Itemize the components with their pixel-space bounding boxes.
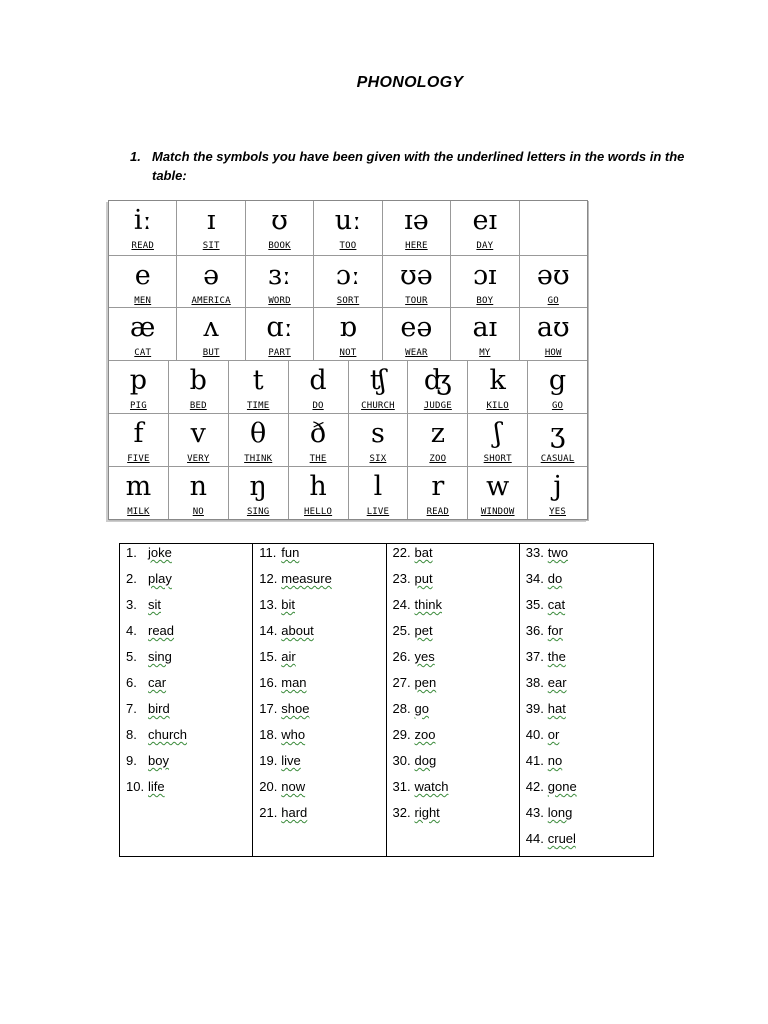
item-word: no bbox=[547, 753, 563, 768]
list-item bbox=[120, 622, 252, 648]
ipa-symbol: n bbox=[189, 471, 207, 502]
ipa-symbol: aʊ bbox=[536, 312, 570, 343]
ipa-example-word: YES bbox=[549, 507, 566, 517]
item-word: yes bbox=[414, 649, 435, 664]
ipa-cell bbox=[468, 414, 528, 466]
item-number: 11. bbox=[259, 545, 277, 560]
page-title: PHONOLOGY bbox=[356, 74, 464, 91]
ipa-cell bbox=[229, 414, 289, 466]
ipa-symbol: æ bbox=[130, 312, 156, 343]
ipa-cell bbox=[169, 361, 229, 413]
ipa-cell bbox=[408, 361, 468, 413]
item-word: hard bbox=[281, 805, 308, 820]
list-item bbox=[387, 596, 519, 622]
ipa-example-word: TIME bbox=[246, 401, 270, 411]
item-number: 26. bbox=[392, 649, 411, 664]
instruction-number: 1. bbox=[130, 149, 141, 164]
list-item bbox=[520, 752, 653, 778]
item-number: 24. bbox=[392, 597, 411, 612]
ipa-symbol: uː bbox=[334, 205, 362, 236]
ipa-example-word: THE bbox=[309, 454, 327, 464]
item-word: sing bbox=[148, 649, 172, 664]
ipa-cell bbox=[349, 467, 409, 519]
item-number: 21. bbox=[259, 805, 278, 820]
list-item bbox=[120, 752, 252, 778]
ipa-example-word: MEN bbox=[134, 296, 152, 306]
item-word: measure bbox=[281, 571, 332, 586]
ipa-symbol: d bbox=[309, 365, 327, 396]
ipa-cell bbox=[109, 256, 177, 307]
ipa-cell bbox=[408, 414, 468, 466]
ipa-symbol: t bbox=[252, 365, 264, 396]
ipa-example-word: SIT bbox=[202, 241, 220, 251]
ipa-cell bbox=[314, 308, 382, 360]
ipa-cell bbox=[451, 308, 519, 360]
ipa-row bbox=[109, 467, 587, 519]
item-number: 2. bbox=[126, 571, 137, 586]
ipa-symbol: ʊ bbox=[271, 205, 288, 236]
list-item bbox=[387, 544, 519, 570]
item-number: 19. bbox=[259, 753, 278, 768]
ipa-example-word: DO bbox=[312, 401, 324, 411]
ipa-chart bbox=[108, 200, 588, 520]
item-number: 39. bbox=[525, 701, 544, 716]
ipa-symbol: s bbox=[371, 418, 385, 449]
ipa-example-word: GO bbox=[551, 401, 564, 411]
ipa-cell bbox=[451, 201, 519, 255]
item-number: 30. bbox=[392, 753, 411, 768]
ipa-symbol: ə bbox=[203, 260, 220, 291]
ipa-cell bbox=[289, 414, 349, 466]
item-number: 36. bbox=[525, 623, 544, 638]
ipa-cell bbox=[408, 467, 468, 519]
ipa-symbol: p bbox=[129, 365, 148, 396]
ipa-cell bbox=[109, 308, 177, 360]
ipa-cell bbox=[177, 201, 245, 255]
item-number: 5. bbox=[126, 649, 137, 664]
item-number: 44. bbox=[525, 831, 544, 846]
ipa-symbol: g bbox=[548, 365, 567, 396]
ipa-symbol: iː bbox=[133, 205, 152, 236]
list-item bbox=[520, 804, 653, 830]
item-number: 22. bbox=[392, 545, 411, 560]
list-item bbox=[253, 804, 385, 830]
ipa-cell bbox=[169, 414, 229, 466]
ipa-example-word: GO bbox=[547, 296, 559, 306]
ipa-example-word: AMERICA bbox=[191, 296, 231, 306]
ipa-example-word: SORT bbox=[336, 296, 360, 306]
list-item bbox=[387, 674, 519, 700]
list-item bbox=[520, 596, 653, 622]
item-number: 42. bbox=[525, 779, 544, 794]
ipa-example-word: PART bbox=[268, 348, 291, 358]
ipa-symbol: r bbox=[431, 471, 445, 502]
item-word: live bbox=[281, 753, 301, 768]
list-item bbox=[120, 544, 252, 570]
list-item bbox=[520, 570, 653, 596]
ipa-symbol: ɪ bbox=[206, 205, 216, 236]
ipa-cell bbox=[314, 256, 382, 307]
item-word: air bbox=[281, 649, 296, 664]
ipa-symbol: j bbox=[553, 471, 562, 502]
item-word: pet bbox=[414, 623, 433, 638]
list-item bbox=[387, 570, 519, 596]
item-word: two bbox=[547, 545, 568, 560]
item-word: watch bbox=[414, 779, 449, 794]
list-item bbox=[520, 778, 653, 804]
item-word: hat bbox=[547, 701, 566, 716]
ipa-cell bbox=[246, 308, 314, 360]
ipa-example-word: PIG bbox=[130, 401, 147, 411]
ipa-symbol: ʧ bbox=[369, 365, 386, 396]
ipa-cell bbox=[246, 201, 314, 255]
ipa-cell bbox=[468, 361, 528, 413]
list-item bbox=[520, 700, 653, 726]
word-column bbox=[120, 544, 253, 856]
item-word: car bbox=[148, 675, 167, 690]
ipa-example-word: NO bbox=[192, 507, 204, 517]
list-item bbox=[520, 648, 653, 674]
ipa-symbol: l bbox=[373, 471, 383, 502]
item-number: 25. bbox=[392, 623, 411, 638]
item-word: life bbox=[148, 779, 165, 794]
item-word: cruel bbox=[547, 831, 576, 846]
item-word: read bbox=[148, 623, 175, 638]
ipa-example-word: HOW bbox=[544, 348, 562, 358]
item-number: 33. bbox=[525, 545, 544, 560]
item-number: 1. bbox=[126, 545, 137, 560]
ipa-symbol: ɔɪ bbox=[472, 260, 497, 291]
list-item bbox=[387, 700, 519, 726]
ipa-example-word: BUT bbox=[202, 348, 220, 358]
ipa-cell bbox=[520, 256, 587, 307]
ipa-example-word: BOY bbox=[476, 296, 494, 306]
list-item bbox=[253, 648, 385, 674]
ipa-example-word: SING bbox=[246, 507, 270, 517]
ipa-symbol: eɪ bbox=[472, 205, 498, 236]
ipa-cell bbox=[520, 308, 587, 360]
ipa-symbol: ɜː bbox=[268, 260, 291, 291]
list-item bbox=[253, 700, 385, 726]
item-number: 34. bbox=[525, 571, 544, 586]
item-word: bit bbox=[281, 597, 295, 612]
list-item bbox=[520, 830, 653, 856]
item-word: dog bbox=[414, 753, 437, 768]
item-number: 3. bbox=[126, 597, 137, 612]
item-number: 18. bbox=[259, 727, 278, 742]
list-item bbox=[253, 544, 385, 570]
item-number: 13. bbox=[259, 597, 278, 612]
list-item bbox=[120, 596, 252, 622]
ipa-example-word: JUDGE bbox=[423, 401, 452, 411]
item-number: 38. bbox=[525, 675, 544, 690]
item-word: play bbox=[148, 571, 172, 586]
list-item bbox=[120, 674, 252, 700]
list-item bbox=[120, 778, 252, 804]
item-word: zoo bbox=[414, 727, 436, 742]
ipa-cell bbox=[177, 256, 245, 307]
item-word: right bbox=[414, 805, 440, 820]
instruction-text: Match the symbols you have been given with the underlined letters in the words in the table: bbox=[152, 149, 685, 183]
item-number: 40. bbox=[525, 727, 544, 742]
ipa-cell bbox=[246, 256, 314, 307]
ipa-example-word: BED bbox=[189, 401, 207, 411]
list-item bbox=[253, 622, 385, 648]
list-item bbox=[387, 622, 519, 648]
ipa-symbol: aɪ bbox=[472, 312, 498, 343]
ipa-cell bbox=[468, 467, 528, 519]
item-number: 15. bbox=[259, 649, 278, 664]
ipa-example-word: WEAR bbox=[405, 348, 428, 358]
item-number: 7. bbox=[126, 701, 137, 716]
ipa-cell bbox=[177, 308, 245, 360]
ipa-row bbox=[109, 308, 587, 361]
ipa-symbol: k bbox=[489, 365, 506, 396]
ipa-example-word: NOT bbox=[339, 348, 357, 358]
ipa-symbol: əʊ bbox=[536, 260, 570, 291]
ipa-cell bbox=[349, 414, 409, 466]
list-item bbox=[520, 726, 653, 752]
ipa-cell bbox=[528, 414, 587, 466]
item-word: think bbox=[414, 597, 442, 612]
ipa-example-word: VERY bbox=[187, 454, 210, 464]
ipa-cell bbox=[109, 201, 177, 255]
item-number: 14. bbox=[259, 623, 278, 638]
ipa-example-word: DAY bbox=[476, 241, 494, 251]
item-word: for bbox=[547, 623, 563, 638]
item-number: 35. bbox=[525, 597, 544, 612]
item-word: now bbox=[281, 779, 306, 794]
item-word: who bbox=[281, 727, 306, 742]
list-item bbox=[120, 700, 252, 726]
item-word: sit bbox=[148, 597, 161, 612]
item-number: 8. bbox=[126, 727, 137, 742]
item-number: 4. bbox=[126, 623, 137, 638]
ipa-symbol: ʃ bbox=[494, 418, 502, 449]
ipa-symbol: w bbox=[486, 471, 510, 502]
ipa-row bbox=[109, 201, 587, 256]
list-item bbox=[253, 570, 385, 596]
item-word: man bbox=[281, 675, 307, 690]
ipa-cell bbox=[383, 308, 451, 360]
item-number: 20. bbox=[259, 779, 278, 794]
list-item bbox=[520, 674, 653, 700]
ipa-symbol: f bbox=[133, 418, 144, 449]
word-column bbox=[520, 544, 653, 856]
ipa-symbol: z bbox=[430, 418, 445, 449]
ipa-cell bbox=[349, 361, 409, 413]
word-column bbox=[387, 544, 520, 856]
item-number: 10. bbox=[126, 779, 145, 794]
item-number: 43. bbox=[525, 805, 544, 820]
list-item bbox=[253, 752, 385, 778]
ipa-example-word: CHURCH bbox=[361, 401, 395, 411]
ipa-cell bbox=[109, 467, 169, 519]
list-item bbox=[387, 648, 519, 674]
ipa-example-word: HERE bbox=[405, 241, 428, 251]
ipa-row bbox=[109, 361, 587, 414]
item-word: shoe bbox=[281, 701, 310, 716]
list-item bbox=[253, 778, 385, 804]
item-word: long bbox=[547, 805, 573, 820]
item-word: gone bbox=[547, 779, 577, 794]
item-word: bird bbox=[148, 701, 170, 716]
ipa-cell bbox=[229, 361, 289, 413]
item-word: boy bbox=[148, 753, 169, 768]
item-number: 23. bbox=[392, 571, 411, 586]
ipa-example-word: WORD bbox=[268, 296, 291, 306]
ipa-symbol: ʊə bbox=[400, 260, 433, 291]
ipa-cell bbox=[289, 467, 349, 519]
list-item bbox=[520, 622, 653, 648]
item-word: church bbox=[148, 727, 188, 742]
ipa-example-word: READ bbox=[131, 241, 154, 251]
ipa-example-word: SIX bbox=[369, 454, 387, 464]
item-number: 12. bbox=[259, 571, 278, 586]
ipa-example-word: CASUAL bbox=[540, 454, 575, 464]
list-item bbox=[120, 570, 252, 596]
ipa-cell bbox=[451, 256, 519, 307]
item-word: or bbox=[547, 727, 560, 742]
list-item bbox=[520, 544, 653, 570]
ipa-example-word: TOUR bbox=[405, 296, 428, 306]
list-item bbox=[387, 726, 519, 752]
ipa-symbol: h bbox=[309, 471, 327, 502]
ipa-example-word: TOO bbox=[339, 241, 357, 251]
item-word: put bbox=[414, 571, 433, 586]
ipa-cell bbox=[229, 467, 289, 519]
item-number: 16. bbox=[259, 675, 278, 690]
ipa-symbol: ɪə bbox=[404, 205, 429, 236]
list-item bbox=[387, 804, 519, 830]
ipa-example-word: THINK bbox=[244, 454, 273, 464]
item-word: cat bbox=[547, 597, 566, 612]
item-word: go bbox=[414, 701, 429, 716]
ipa-cell bbox=[520, 201, 587, 255]
item-number: 17. bbox=[259, 701, 278, 716]
item-word: bat bbox=[414, 545, 433, 560]
ipa-symbol: ʒ bbox=[549, 418, 566, 449]
item-word: pen bbox=[414, 675, 437, 690]
ipa-symbol: m bbox=[125, 471, 152, 502]
list-item bbox=[387, 752, 519, 778]
ipa-symbol: ʤ bbox=[423, 365, 452, 396]
ipa-example-word: FIVE bbox=[127, 454, 150, 464]
item-number: 28. bbox=[392, 701, 411, 716]
item-number: 31. bbox=[392, 779, 411, 794]
ipa-example-word: KILO bbox=[486, 401, 509, 411]
ipa-example-word: SHORT bbox=[483, 454, 512, 464]
ipa-cell bbox=[383, 201, 451, 255]
list-item bbox=[253, 726, 385, 752]
ipa-symbol: ʌ bbox=[203, 312, 219, 343]
ipa-row bbox=[109, 256, 587, 308]
ipa-cell bbox=[314, 201, 382, 255]
item-number: 27. bbox=[392, 675, 411, 690]
ipa-example-word: MILK bbox=[127, 507, 150, 517]
ipa-symbol: b bbox=[189, 365, 207, 396]
ipa-cell bbox=[109, 361, 169, 413]
item-number: 37. bbox=[525, 649, 544, 664]
ipa-row bbox=[109, 414, 587, 467]
item-number: 29. bbox=[392, 727, 411, 742]
ipa-example-word: HELLO bbox=[304, 507, 333, 517]
ipa-symbol: ð bbox=[309, 418, 327, 449]
word-table bbox=[119, 543, 654, 857]
ipa-example-word: ZOO bbox=[429, 454, 447, 464]
item-number: 32. bbox=[392, 805, 411, 820]
ipa-example-word: READ bbox=[426, 507, 450, 517]
list-item bbox=[120, 648, 252, 674]
item-word: joke bbox=[148, 545, 172, 560]
ipa-example-word: BOOK bbox=[268, 241, 291, 251]
item-word: about bbox=[281, 623, 314, 638]
item-number: 9. bbox=[126, 753, 137, 768]
ipa-symbol: ɑː bbox=[266, 312, 293, 343]
word-column bbox=[253, 544, 386, 856]
ipa-symbol: ŋ bbox=[249, 471, 267, 502]
instruction bbox=[130, 147, 710, 185]
ipa-symbol: ɔː bbox=[335, 260, 361, 291]
list-item bbox=[387, 778, 519, 804]
ipa-example-word: WINDOW bbox=[480, 507, 515, 517]
list-item bbox=[120, 726, 252, 752]
ipa-symbol: v bbox=[190, 418, 206, 449]
ipa-cell bbox=[383, 256, 451, 307]
item-word: do bbox=[547, 571, 563, 586]
item-number: 6. bbox=[126, 675, 137, 690]
ipa-symbol: e bbox=[134, 260, 151, 291]
ipa-symbol: eə bbox=[400, 312, 433, 343]
ipa-example-word: MY bbox=[479, 348, 491, 358]
ipa-cell bbox=[109, 414, 169, 466]
ipa-cell bbox=[169, 467, 229, 519]
item-word: fun bbox=[281, 545, 300, 560]
ipa-cell bbox=[289, 361, 349, 413]
list-item bbox=[253, 596, 385, 622]
item-word: ear bbox=[547, 675, 567, 690]
list-item bbox=[253, 674, 385, 700]
ipa-example-word: LIVE bbox=[366, 507, 390, 517]
ipa-cell bbox=[528, 467, 587, 519]
item-number: 41. bbox=[525, 753, 544, 768]
ipa-example-word: CAT bbox=[134, 348, 152, 358]
ipa-symbol: ɒ bbox=[339, 312, 357, 343]
ipa-symbol: θ bbox=[250, 418, 267, 449]
item-word: the bbox=[547, 649, 566, 664]
ipa-cell bbox=[528, 361, 587, 413]
